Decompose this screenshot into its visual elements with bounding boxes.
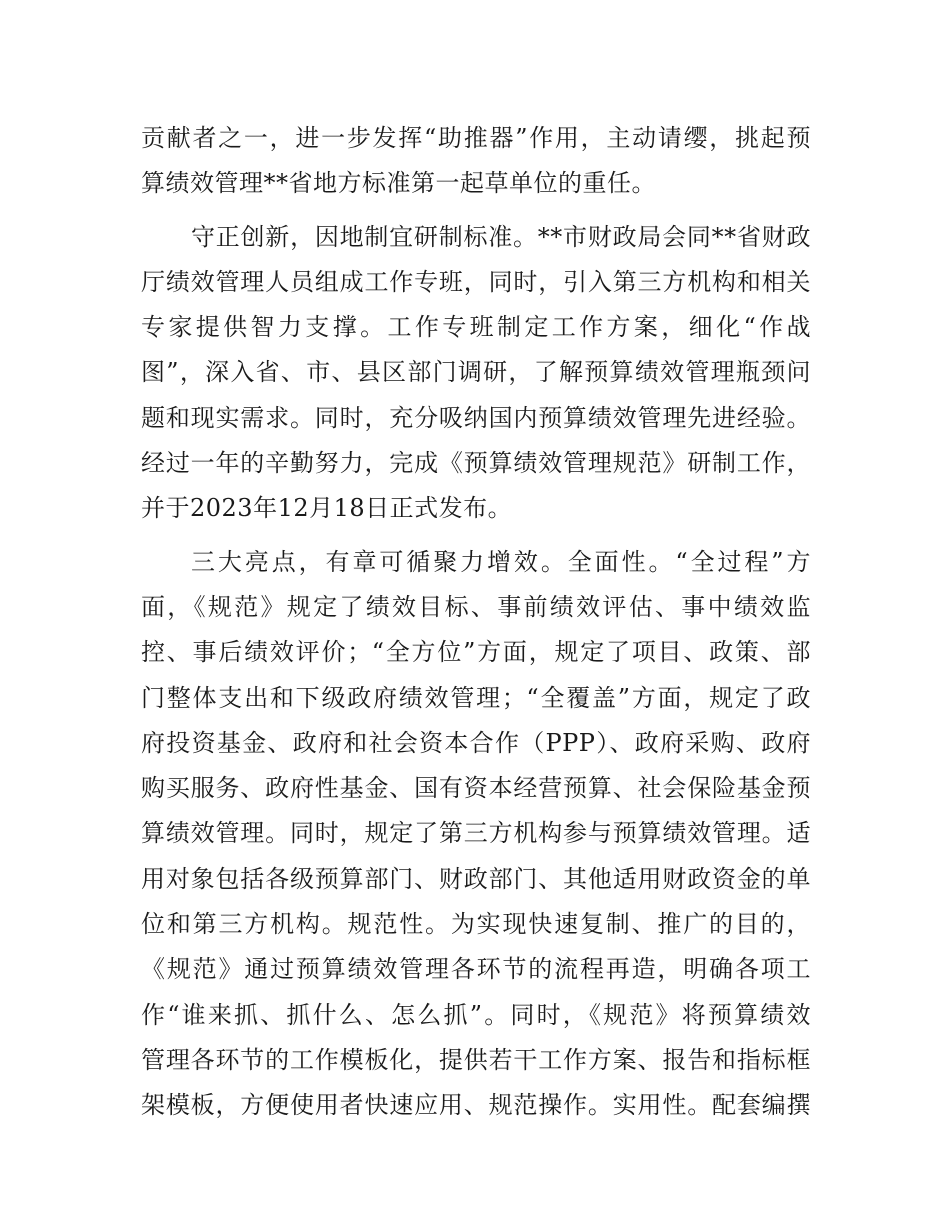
- text-line: 面，《规范》规定了绩效目标、事前绩效评估、事中绩效监: [141, 592, 811, 621]
- paragraph-2: [141, 215, 811, 532]
- text-line: 三大亮点，有章可循聚力增效。全面性。“全过程”方: [191, 547, 811, 576]
- paragraph-1: [141, 116, 811, 207]
- text-line: 控、事后绩效评价；“全方位”方面，规定了项目、政策、部: [141, 638, 811, 667]
- text-line: 专家提供智力支撑。工作专班制定工作方案，细化“作战: [141, 313, 811, 342]
- text-line: 府投资基金、政府和社会资本合作（PPP）、政府采购、政府: [141, 728, 811, 757]
- text-line: 作“谁来抓、抓什么、怎么抓”。同时，《规范》将预算绩效: [141, 1000, 811, 1029]
- document-body: [141, 116, 811, 1129]
- text-line: 门整体支出和下级政府绩效管理；“全覆盖”方面，规定了政: [141, 683, 811, 712]
- text-line: 题和现实需求。同时，充分吸纳国内预算绩效管理先进经验。: [141, 403, 811, 432]
- text-line: 位和第三方机构。规范性。为实现快速复制、推广的目的，: [141, 910, 811, 939]
- text-line: 经过一年的辛勤努力，完成《预算绩效管理规范》研制工作，: [141, 449, 811, 478]
- text-line: 图”，深入省、市、县区部门调研，了解预算绩效管理瓶颈问: [141, 358, 811, 387]
- text-line: 管理各环节的工作模板化，提供若干工作方案、报告和指标框: [141, 1045, 811, 1074]
- text-line: 贡献者之一，进一步发挥“助推器”作用，主动请缨，挑起预: [141, 124, 811, 152]
- text-line: 并于2023年12月18日正式发布。: [141, 494, 513, 523]
- text-line: 厅绩效管理人员组成工作专班，同时，引入第三方机构和相关: [141, 267, 811, 296]
- text-line: 《规范》通过预算绩效管理各环节的流程再造，明确各项工: [141, 955, 811, 984]
- text-line: 用对象包括各级预算部门、财政部门、其他适用财政资金的单: [141, 864, 811, 893]
- text-line: 购买服务、政府性基金、国有资本经营预算、社会保险基金预: [141, 774, 811, 803]
- text-line: 算绩效管理。同时，规定了第三方机构参与预算绩效管理。适: [141, 819, 811, 848]
- paragraph-3: [141, 540, 811, 1129]
- text-line: 算绩效管理**省地方标准第一起草单位的重任。: [141, 169, 656, 198]
- text-line: 架模板，方便使用者快速应用、规范操作。实用性。配套编撰: [141, 1091, 811, 1120]
- text-line: 守正创新，因地制宜研制标准。**市财政局会同**省财政: [191, 222, 811, 251]
